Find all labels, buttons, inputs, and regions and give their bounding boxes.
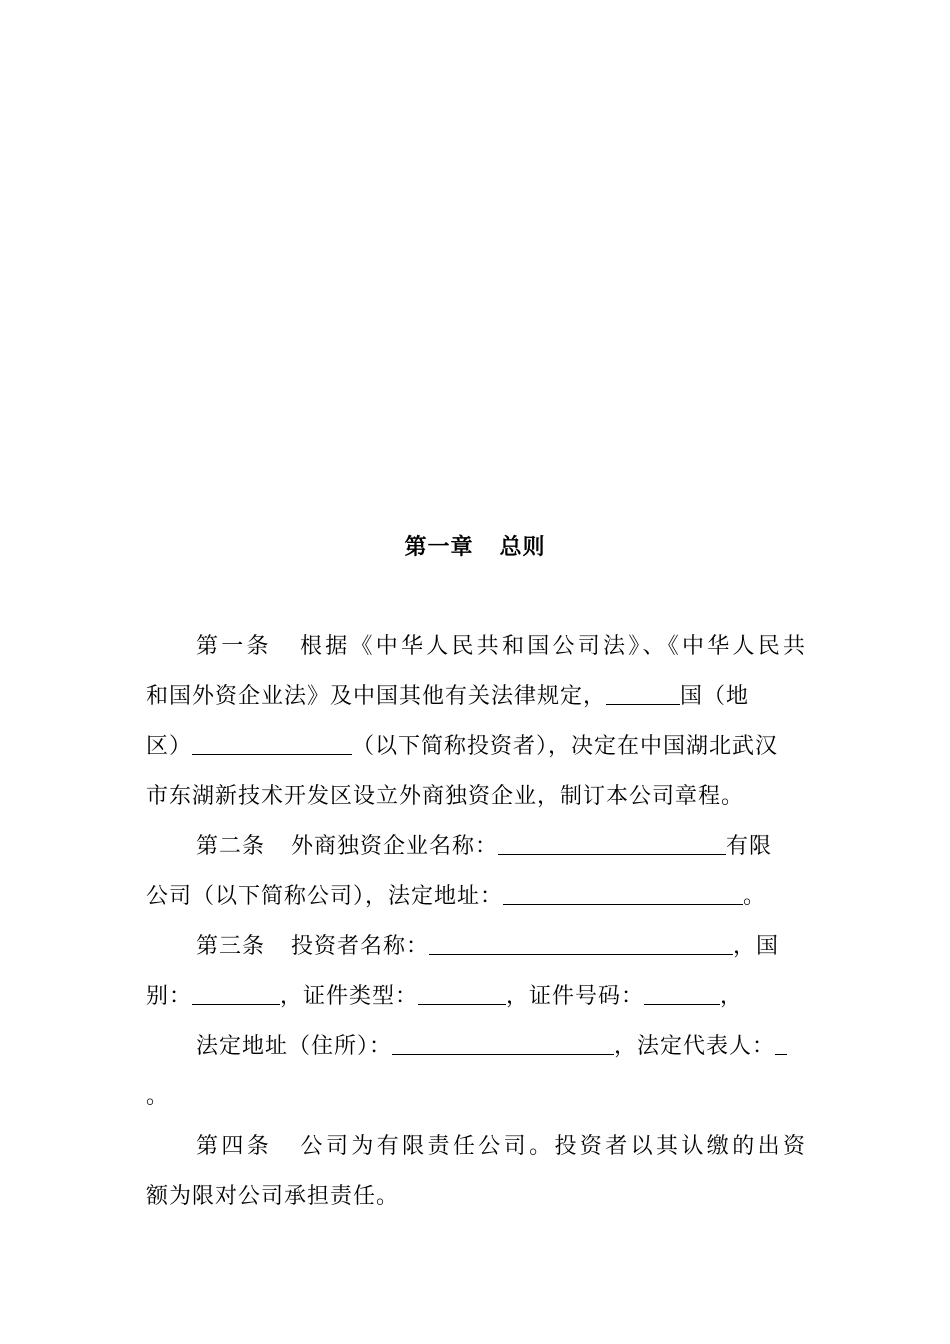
article-2-line-1: 第二条 外商独资企业名称： 有限 — [196, 834, 773, 859]
nationality-blank[interactable] — [192, 982, 280, 1005]
country-blank[interactable] — [606, 682, 680, 705]
article-1-line-1: 第一条 根据《中华人民共和国公司法》、《中华人民共 — [196, 634, 806, 659]
chapter-title: 总则 — [499, 535, 546, 560]
article-4-line-1: 第四条 公司为有限责任公司。投资者以其认缴的出资 — [196, 1134, 806, 1159]
investor-blank[interactable] — [192, 732, 352, 755]
chapter-label: 第一章 — [404, 535, 474, 560]
article-1-line-2: 和国外资企业法》及中国其他有关法律规定， 国（地 — [146, 684, 750, 709]
id-type-blank[interactable] — [418, 982, 506, 1005]
legal-address-blank[interactable] — [503, 882, 743, 905]
article-2-line-2: 公司（以下简称公司），法定地址： 。 — [146, 884, 767, 909]
company-name-blank[interactable] — [498, 832, 726, 855]
article-4-line-2: 额为限对公司承担责任。 — [146, 1184, 400, 1209]
article-3-line-2: 别： ，证件类型： ，证件号码： ， — [146, 984, 744, 1009]
investor-name-blank[interactable] — [429, 932, 733, 955]
id-number-blank[interactable] — [644, 982, 720, 1005]
chapter-heading — [0, 531, 950, 565]
article-1-line-4: 市东湖新技术开发区设立外商独资企业，制订本公司章程。 — [146, 784, 745, 809]
article-2-label: 第二条 — [196, 834, 266, 859]
article-1-line-3: 区） （以下简称投资者），决定在中国湖北武汉 — [146, 734, 779, 759]
residence-blank[interactable] — [392, 1032, 614, 1055]
article-3-line-1: 第三条 投资者名称： ，国 — [196, 934, 780, 959]
article-4-label: 第四条 — [196, 1134, 273, 1159]
article-1-label: 第一条 — [196, 634, 272, 659]
article-3-label: 第三条 — [196, 934, 266, 959]
legal-representative-blank[interactable] — [775, 1032, 787, 1055]
article-3-line-3: 法定地址（住所）： ，法定代表人： — [196, 1030, 806, 1064]
article-3-line-4: 。 — [146, 1084, 170, 1109]
